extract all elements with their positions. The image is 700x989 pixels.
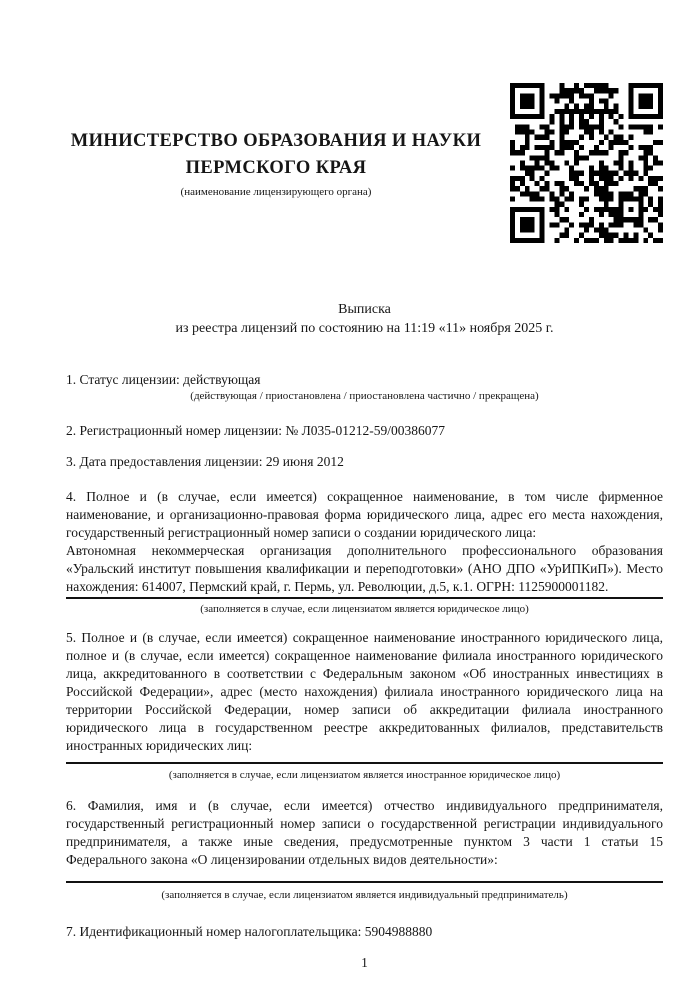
ministry-name-line2: ПЕРМСКОГО КРАЯ [185, 157, 367, 178]
qr-code [510, 83, 663, 243]
grant-date-item [66, 453, 663, 471]
taxpayer-number-line: 7. Идентификационный номер налогоплательщика: 5904988880 [66, 924, 433, 939]
legal-entity-caption: (заполняется в случае, если лицензиатом является юридическое лицо) [200, 603, 529, 615]
foreign-entity-item [66, 629, 663, 782]
registration-number-line: 2. Регистрационный номер лицензии: № Л035-01212-59/00386077 [66, 423, 446, 438]
foreign-entity-label: 5. Полное и (в случае, если имеется) сокращенное наименование иностранного юридического лица, полное и (в случае, если имеется) сокращенное наименование филиала иностранного юридического лица, аккредитованного в соответствии с Федеральным законом «Об иностранных инвестициях в Российской Федерации», адрес (место нахождения) филиала иностранного юридического лица на территории Российской Федерации, номер записи об аккредитации филиала иностранного юридического лица в государственном реестре аккредитованных филиалов, представительств иностранных юридических лиц: [66, 630, 663, 753]
taxpayer-number-item [66, 923, 663, 941]
blank-field-line [66, 881, 663, 883]
entrepreneur-item [66, 797, 663, 902]
document-title: Выписка [338, 302, 391, 317]
ministry-caption: (наименование лицензирующего органа) [180, 185, 372, 198]
ministry-name-line1: МИНИСТЕРСТВО ОБРАЗОВАНИЯ И НАУКИ [70, 130, 482, 151]
license-status-item [66, 371, 663, 403]
legal-entity-item [66, 488, 663, 616]
blank-field-line [66, 762, 663, 764]
foreign-entity-caption: (заполняется в случае, если лицензиатом является иностранное юридическое лицо) [168, 769, 561, 781]
legal-entity-label: 4. Полное и (в случае, если имеется) сокращенное наименование, в том числе фирменное наименование, и организационно-правовая форма юридического лица, адрес его места нахождения, государственный регистрационный номер записи о создании юридического лица: [66, 489, 663, 540]
document-header [66, 83, 663, 243]
page-number: 1 [361, 955, 368, 970]
document-title-block [66, 300, 663, 338]
entrepreneur-label: 6. Фамилия, имя и (в случае, если имеется) отчество индивидуального предпринимателя, государственный регистрационный номер записи о государственной регистрации индивидуального предпринимателя, а также иные сведения, предусмотренные пунктом 3 части 1 статьи 15 Федерального закона «О лицензировании отдельных видов деятельности»: [66, 798, 663, 867]
status-options-caption: (действующая / приостановлена / приостановлена частично / прекращена) [190, 390, 539, 402]
grant-date-line: 3. Дата предоставления лицензии: 29 июня 2012 [66, 454, 344, 469]
legal-entity-value: Автономная некоммерческая организация дополнительного профессионального образования «Уральский институт повышения квалификации и переподготовки» (АНО ДПО «УрИПКиП»). Место нахождения: 614007, Пермский край, г. Пермь, ул. Революции, д.5, к.1. ОГРН: 1125900001182. [66, 542, 663, 599]
entrepreneur-caption: (заполняется в случае, если лицензиатом является индивидуальный предприниматель) [161, 889, 568, 901]
document-subtitle: из реестра лицензий по состоянию на 11:19 «11» ноября 2025 г. [175, 321, 554, 336]
license-status-line: 1. Статус лицензии: действующая [66, 372, 261, 387]
licensing-authority-block [66, 128, 510, 199]
registration-number-item [66, 422, 663, 440]
